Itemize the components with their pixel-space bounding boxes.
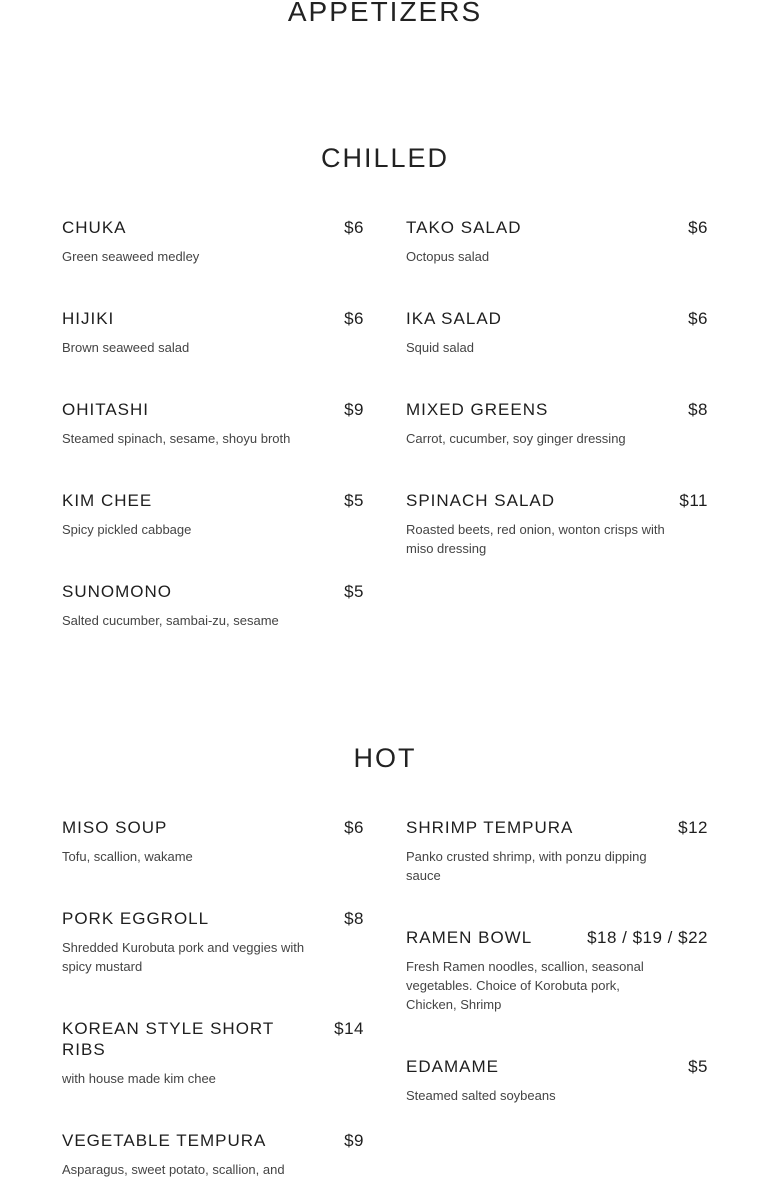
item-description: Asparagus, sweet potato, scallion, and <box>62 1162 285 1177</box>
item-price: $5 <box>688 1057 708 1076</box>
item-description: Panko crusted shrimp, with ponzu dipping sauce <box>406 849 647 883</box>
item-name: EDAMAME <box>406 1057 499 1076</box>
item-description: Green seaweed medley <box>62 249 200 264</box>
item-price: $11 <box>679 491 708 510</box>
menu-item-ika-salad <box>406 308 708 357</box>
item-price: $6 <box>344 218 364 237</box>
item-name: SPINACH SALAD <box>406 491 556 510</box>
appetizers-heading: APPETIZERS <box>287 0 483 27</box>
item-description: Roasted beets, red onion, wonton crisps with miso dressing <box>406 522 665 556</box>
menu-item-ohitashi <box>62 399 364 448</box>
item-description: Salted cucumber, sambai-zu, sesame <box>62 613 279 628</box>
item-name: IKA SALAD <box>406 309 502 328</box>
menu-item-pork-eggroll <box>62 908 364 976</box>
item-name: VEGETABLE TEMPURA <box>62 1131 267 1150</box>
item-name: KIM CHEE <box>62 491 153 510</box>
item-price: $12 <box>678 818 708 837</box>
item-price: $14 <box>334 1019 364 1038</box>
item-price: $9 <box>344 400 364 419</box>
item-name: MIXED GREENS <box>406 400 549 419</box>
menu-item-kim-chee <box>62 490 364 539</box>
item-name: TAKO SALAD <box>406 218 522 237</box>
item-price: $8 <box>688 400 708 419</box>
item-description: Shredded Kurobuta pork and veggies with spicy mustard <box>62 940 305 974</box>
item-price: $5 <box>344 582 364 601</box>
item-price: $5 <box>344 491 364 510</box>
item-description: Steamed spinach, sesame, shoyu broth <box>62 431 291 446</box>
menu-item-vegetable-tempura <box>62 1130 364 1179</box>
item-description: Squid salad <box>406 340 474 355</box>
item-price: $6 <box>344 818 364 837</box>
item-description: Carrot, cucumber, soy ginger dressing <box>406 431 626 446</box>
item-price: $6 <box>688 218 708 237</box>
menu-item-hijiki <box>62 308 364 357</box>
item-description: Brown seaweed salad <box>62 340 190 355</box>
item-description: Tofu, scallion, wakame <box>62 849 193 864</box>
item-price: $9 <box>344 1131 364 1150</box>
item-description: with house made kim chee <box>62 1071 216 1086</box>
menu-item-shrimp-tempura <box>406 817 708 885</box>
item-name: SHRIMP TEMPURA <box>406 818 574 837</box>
menu-item-ramen-bowl <box>406 927 708 1014</box>
item-price: $6 <box>688 309 708 328</box>
item-description: Octopus salad <box>406 249 490 264</box>
item-name: OHITASHI <box>62 400 150 419</box>
item-name: KOREAN STYLE SHORT RIBS <box>62 1019 274 1059</box>
item-name: SUNOMONO <box>62 582 172 601</box>
item-price: $6 <box>344 309 364 328</box>
item-name: CHUKA <box>62 218 127 237</box>
menu-item-miso-soup <box>62 817 364 866</box>
item-description: Steamed salted soybeans <box>406 1088 556 1103</box>
item-name: RAMEN BOWL <box>406 928 533 947</box>
item-name: PORK EGGROLL <box>62 909 210 928</box>
chilled-heading: CHILLED <box>320 143 450 173</box>
item-description: Fresh Ramen noodles, scallion, seasonal vegetables. Choice of Korobuta pork, Chicken, Shrimp <box>406 959 644 1012</box>
menu-item-tako-salad <box>406 217 708 266</box>
item-name: MISO SOUP <box>62 818 168 837</box>
menu-item-edamame <box>406 1056 708 1105</box>
menu-item-korean-short-ribs <box>62 1018 364 1088</box>
item-price: $18 / $19 / $22 <box>587 928 708 947</box>
menu-item-spinach-salad <box>406 490 708 558</box>
hot-heading: HOT <box>353 743 417 773</box>
menu-item-chuka <box>62 217 364 266</box>
item-price: $8 <box>344 909 364 928</box>
menu-item-mixed-greens <box>406 399 708 448</box>
item-description: Spicy pickled cabbage <box>62 522 192 537</box>
menu-item-sunomono <box>62 581 364 630</box>
item-name: HIJIKI <box>62 309 115 328</box>
